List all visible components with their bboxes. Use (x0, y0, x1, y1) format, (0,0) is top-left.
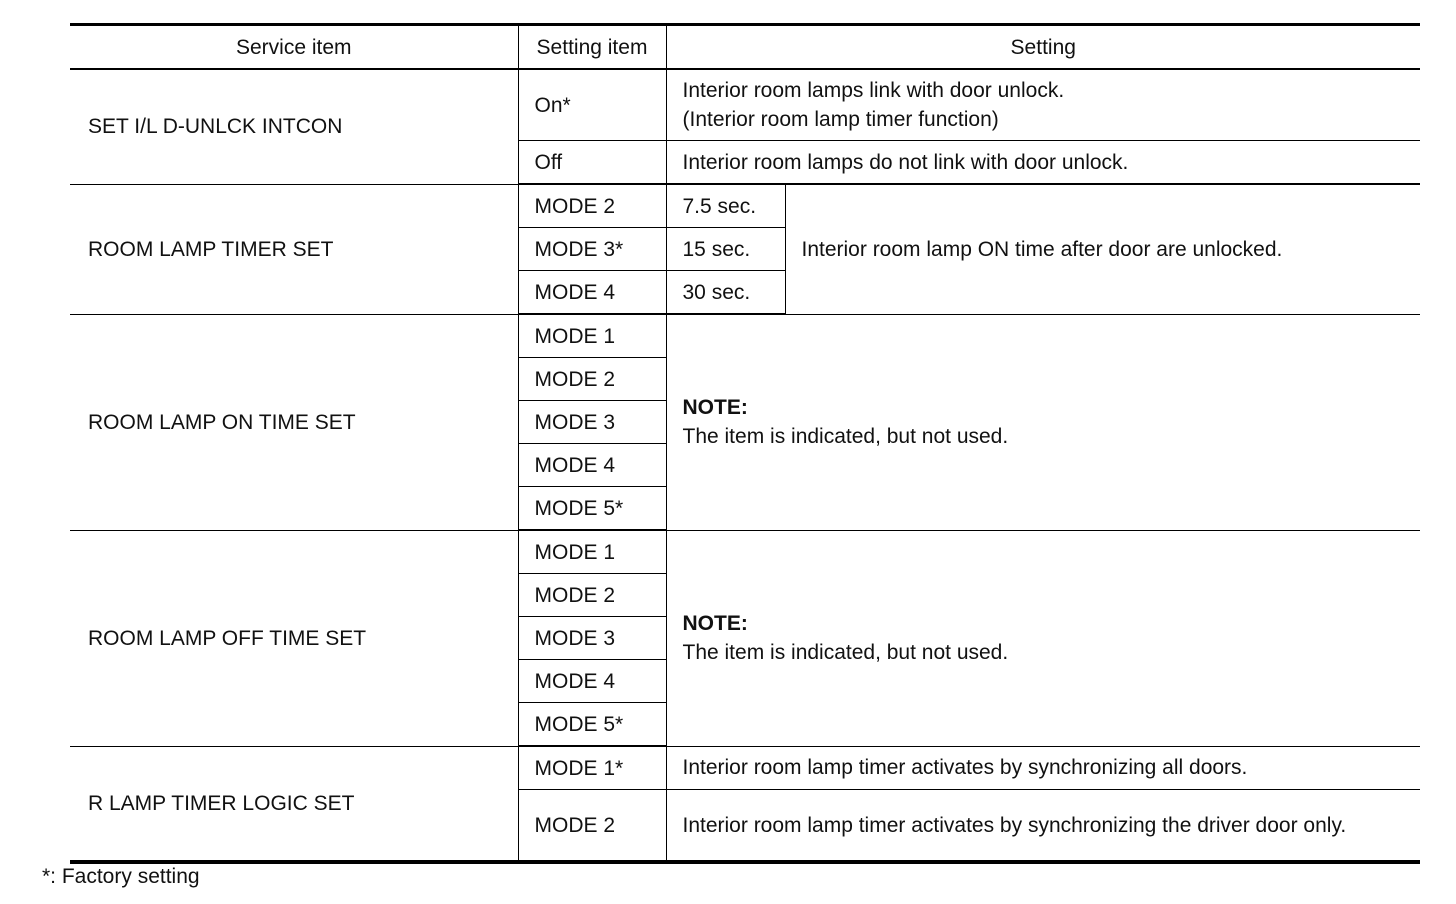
note-cell (666, 530, 1420, 746)
settings-table (70, 23, 1420, 864)
header-setting-item: Setting item (518, 25, 666, 70)
header-service-item: Service item (70, 25, 518, 70)
table-row (70, 69, 1420, 141)
setting-item-cell: MODE 5* (518, 703, 666, 747)
table-header-row (70, 25, 1420, 70)
setting-item-cell: MODE 4 (518, 660, 666, 703)
setting-item-cell: MODE 2 (518, 574, 666, 617)
setting-item-cell: MODE 2 (518, 790, 666, 863)
setting-item-cell: MODE 2 (518, 358, 666, 401)
setting-item-cell: MODE 3 (518, 401, 666, 444)
footnote: *: Factory setting (42, 865, 200, 888)
time-cell: 15 sec. (666, 228, 785, 271)
time-cell: 30 sec. (666, 271, 785, 315)
setting-item-cell: MODE 1 (518, 530, 666, 574)
setting-desc-cell: Interior room lamp timer activates by synchronizing all doors. (666, 746, 1420, 790)
table-row (70, 314, 1420, 358)
note-text: The item is indicated, but not used. (682, 425, 1009, 449)
service-item-cell: ROOM LAMP ON TIME SET (70, 314, 518, 530)
setting-desc-line: Interior room lamps link with door unlock. (682, 79, 1065, 102)
note-title: NOTE: (682, 612, 748, 635)
note-cell (666, 314, 1420, 530)
setting-desc-cell (666, 69, 1420, 141)
setting-item-cell: MODE 1 (518, 314, 666, 358)
table-row (70, 530, 1420, 574)
setting-item-cell: On* (518, 69, 666, 141)
setting-item-cell: MODE 3 (518, 617, 666, 660)
setting-desc-cell: Interior room lamp ON time after door are unlocked. (785, 184, 1420, 314)
settings-table-container (70, 23, 1420, 864)
service-item-cell: ROOM LAMP OFF TIME SET (70, 530, 518, 746)
setting-item-cell: MODE 2 (518, 184, 666, 228)
setting-item-cell: Off (518, 141, 666, 185)
setting-item-cell: MODE 4 (518, 444, 666, 487)
time-cell: 7.5 sec. (666, 184, 785, 228)
service-item-cell: R LAMP TIMER LOGIC SET (70, 746, 518, 862)
setting-desc-cell: Interior room lamp timer activates by synchronizing the driver door only. (666, 790, 1420, 863)
setting-desc-line: (Interior room lamp timer function) (682, 108, 999, 131)
header-setting: Setting (666, 25, 1420, 70)
table-row (70, 184, 1420, 228)
setting-item-cell: MODE 5* (518, 487, 666, 531)
setting-item-cell: MODE 3* (518, 228, 666, 271)
note-text: The item is indicated, but not used. (682, 641, 1009, 664)
note-title: NOTE: (682, 396, 748, 420)
service-item-cell: SET I/L D-UNLCK INTCON (70, 69, 518, 184)
setting-desc-cell: Interior room lamps do not link with door unlock. (666, 141, 1420, 185)
service-item-cell: ROOM LAMP TIMER SET (70, 184, 518, 314)
table-row (70, 746, 1420, 790)
setting-item-cell: MODE 4 (518, 271, 666, 315)
setting-item-cell: MODE 1* (518, 746, 666, 790)
